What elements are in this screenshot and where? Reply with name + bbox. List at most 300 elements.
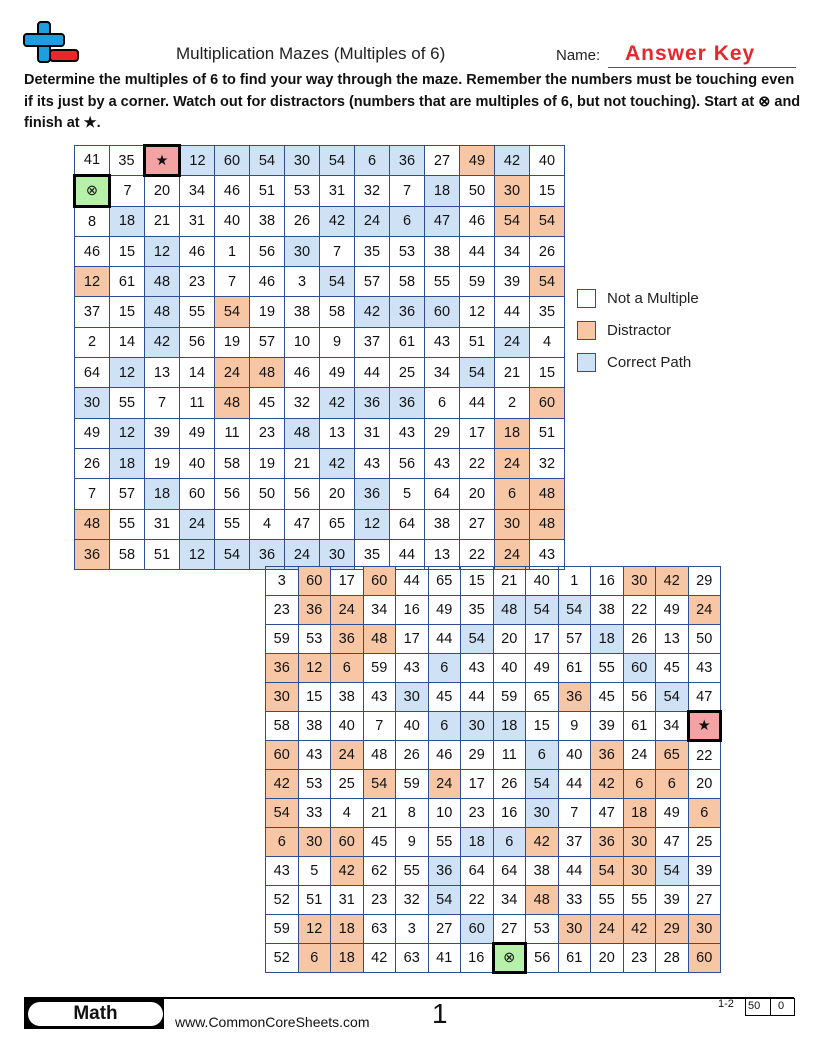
maze-row [75,418,565,448]
maze-cell: 22 [461,886,494,915]
maze-cell: 19 [215,327,250,357]
maze-cell: 16 [396,596,429,625]
maze-row [75,206,565,236]
maze-cell: 54 [526,770,559,799]
maze-cell: 6 [493,828,526,857]
maze-cell: 30 [688,915,721,944]
maze-cell: 24 [428,770,461,799]
maze-cell: 24 [591,915,624,944]
maze-cell: 62 [363,857,396,886]
maze-cell: 48 [285,418,320,448]
maze-cell: 43 [688,654,721,683]
maze-cell: 40 [331,712,364,741]
maze-cell: 55 [428,828,461,857]
maze-cell: 46 [75,236,110,266]
maze-cell: 36 [75,539,110,569]
maze-cell: 18 [110,206,145,236]
maze-cell: 26 [285,206,320,236]
maze-row [266,857,721,886]
maze-cell: 58 [320,297,355,327]
maze-cell: 45 [428,683,461,712]
maze-cell: 6 [526,741,559,770]
maze-cell: 38 [331,683,364,712]
maze-cell: 64 [425,479,460,509]
maze-cell: 46 [215,176,250,206]
maze-cell: 22 [460,539,495,569]
maze-row [266,712,721,741]
maze-cell: 32 [355,176,390,206]
maze-cell: 33 [558,886,591,915]
maze-cell: 53 [526,915,559,944]
maze-cell: 42 [363,944,396,973]
maze-cell: 12 [110,418,145,448]
maze-cell: 12 [180,539,215,569]
maze-cell: 56 [250,236,285,266]
page-title: Multiplication Mazes (Multiples of 6) [176,44,446,63]
maze-cell: 24 [331,596,364,625]
maze-cell: 24 [331,741,364,770]
maze-cell: 31 [355,418,390,448]
maze-cell: 54 [656,683,689,712]
maze-cell: 26 [396,741,429,770]
maze-cell: 45 [363,828,396,857]
maze-cell: 36 [591,828,624,857]
legend-item-correct-path [577,352,797,374]
maze-cell: 61 [110,267,145,297]
maze-cell: 44 [460,388,495,418]
maze-cell: 8 [396,799,429,828]
maze-cell: 55 [215,509,250,539]
maze-cell: 54 [656,857,689,886]
maze-cell: 25 [390,358,425,388]
maze-cell: 26 [493,770,526,799]
maze-cell: 22 [688,741,721,770]
maze-cell: 51 [250,176,285,206]
maze-cell: 54 [591,857,624,886]
maze-cell: 15 [530,176,565,206]
maze-cell: 41 [428,944,461,973]
maze-cell: 8 [75,206,110,236]
maze-row [266,799,721,828]
maze-cell: 11 [493,741,526,770]
maze-cell: 57 [110,479,145,509]
maze-cell: 35 [355,236,390,266]
maze-row [75,236,565,266]
maze-cell: 30 [526,799,559,828]
maze-cell: 6 [425,388,460,418]
maze-cell: 42 [591,770,624,799]
maze-cell: 43 [425,327,460,357]
maze-cell: 65 [320,509,355,539]
maze-row [75,327,565,357]
maze-cell: 3 [285,267,320,297]
maze-cell: 54 [428,886,461,915]
maze-cell: 30 [266,683,299,712]
maze-cell: 17 [461,770,494,799]
maze-cell: 23 [461,799,494,828]
maze-cell: 39 [656,886,689,915]
maze-cell: 18 [110,448,145,478]
maze-cell: 11 [180,388,215,418]
maze-cell: 6 [331,654,364,683]
maze-cell: 5 [298,857,331,886]
maze-cell: 24 [495,327,530,357]
maze-cell: 59 [363,654,396,683]
subject-label: Math [73,1003,118,1024]
maze-cell: 30 [558,915,591,944]
maze-cell: 12 [110,358,145,388]
maze-cell: 25 [331,770,364,799]
maze-cell: 48 [363,741,396,770]
maze-cell: 40 [215,206,250,236]
maze-row [75,146,565,176]
maze-cell: 39 [688,857,721,886]
maze-cell: 59 [396,770,429,799]
maze-cell: 60 [425,297,460,327]
maze-cell: 53 [298,770,331,799]
maze-cell: 32 [285,388,320,418]
maze-cell: 55 [396,857,429,886]
maze-cell: 19 [145,448,180,478]
maze-row [75,176,565,206]
maze-cell: 60 [298,567,331,596]
maze-cell: 17 [396,625,429,654]
maze-cell: 40 [530,146,565,176]
maze-row [75,479,565,509]
maze-cell: 37 [558,828,591,857]
maze-cell: 30 [285,146,320,176]
maze-cell: 30 [320,539,355,569]
start-cell: ⊗ [493,944,526,973]
maze-cell: 40 [180,448,215,478]
maze-cell: 38 [526,857,559,886]
maze-cell: 48 [493,596,526,625]
legend-swatch-correct-path [577,353,596,372]
maze-cell: 65 [656,741,689,770]
maze-cell: 19 [250,448,285,478]
maze-cell: 34 [180,176,215,206]
maze-cell: 55 [110,388,145,418]
maze-cell: 21 [145,206,180,236]
maze-cell: 15 [526,712,559,741]
maze-row [266,944,721,973]
finish-star-cell: ★ [688,712,721,741]
maze-cell: 60 [461,915,494,944]
maze-cell: 43 [425,448,460,478]
maze-cell: 9 [320,327,355,357]
maze-cell: 48 [363,625,396,654]
maze-cell: 17 [331,567,364,596]
maze-cell: 34 [495,236,530,266]
maze-cell: 57 [558,625,591,654]
maze-cell: 60 [331,828,364,857]
maze-cell: 34 [363,596,396,625]
maze-cell: 31 [331,886,364,915]
maze-cell: 49 [526,654,559,683]
maze-row [266,915,721,944]
plus-minus-logo-icon [22,20,80,66]
maze-cell: 34 [425,358,460,388]
maze-cell: 54 [530,206,565,236]
maze-cell: 54 [495,206,530,236]
maze-cell: 6 [428,654,461,683]
maze-row [75,509,565,539]
maze-cell: 49 [656,596,689,625]
maze-cell: 30 [298,828,331,857]
maze-cell: 24 [285,539,320,569]
maze-cell: 42 [331,857,364,886]
maze-cell: 56 [215,479,250,509]
maze-cell: 12 [460,297,495,327]
maze-cell: 42 [495,146,530,176]
maze-cell: 47 [425,206,460,236]
maze-cell: 7 [390,176,425,206]
maze-cell: 3 [396,915,429,944]
maze-cell: 31 [320,176,355,206]
maze-cell: 4 [331,799,364,828]
maze-cell: 44 [428,625,461,654]
maze-cell: 13 [656,625,689,654]
maze-cell: 14 [110,327,145,357]
maze-cell: 24 [688,596,721,625]
maze-cell: 55 [623,886,656,915]
maze-cell: 61 [558,944,591,973]
maze-cell: 12 [355,509,390,539]
maze-cell: 43 [390,418,425,448]
maze-cell: 61 [623,712,656,741]
maze-cell: 65 [526,683,559,712]
maze-cell: 27 [428,915,461,944]
maze-row [75,267,565,297]
maze-cell: 29 [425,418,460,448]
maze-cell: 64 [390,509,425,539]
maze-cell: 48 [145,267,180,297]
maze-cell: 60 [623,654,656,683]
maze-cell: 43 [266,857,299,886]
maze-cell: 60 [180,479,215,509]
maze-cell: 50 [688,625,721,654]
maze-cell: 36 [428,857,461,886]
maze-cell: 56 [623,683,656,712]
maze-cell: 44 [558,770,591,799]
maze-cell: 36 [390,297,425,327]
maze-cell: 16 [591,567,624,596]
maze-cell: 20 [688,770,721,799]
maze-cell: 53 [298,625,331,654]
maze-cell: 43 [530,539,565,569]
maze-cell: 48 [526,886,559,915]
maze-cell: 47 [656,828,689,857]
maze-cell: 54 [530,267,565,297]
maze-cell: 52 [266,886,299,915]
maze-cell: 43 [396,654,429,683]
maze-cell: 39 [495,267,530,297]
maze-cell: 10 [285,327,320,357]
maze-cell: 56 [526,944,559,973]
maze-cell: 58 [390,267,425,297]
maze-cell: 26 [623,625,656,654]
maze-cell: 58 [266,712,299,741]
maze-cell: 27 [425,146,460,176]
maze-cell: 20 [591,944,624,973]
maze-cell: 42 [623,915,656,944]
maze-cell: 18 [425,176,460,206]
maze-cell: 6 [355,146,390,176]
maze-cell: 18 [493,712,526,741]
maze-cell: 10 [428,799,461,828]
maze-cell: 38 [425,509,460,539]
maze-cell: 24 [355,206,390,236]
maze-cell: 36 [355,388,390,418]
maze-cell: 48 [75,509,110,539]
maze-cell: 45 [591,683,624,712]
maze-cell: 56 [390,448,425,478]
maze-cell: 35 [461,596,494,625]
maze-cell: 54 [558,596,591,625]
maze-cell: 18 [623,799,656,828]
maze-row [266,741,721,770]
maze-cell: 42 [145,327,180,357]
maze-cell: 23 [266,596,299,625]
maze-cell: 61 [390,327,425,357]
maze-cell: 23 [180,267,215,297]
maze-row [75,448,565,478]
maze-cell: 49 [75,418,110,448]
maze-cell: 59 [266,915,299,944]
maze-cell: 35 [355,539,390,569]
maze-cell: 4 [250,509,285,539]
maze-cell: 15 [298,683,331,712]
maze-2-grid [265,566,722,974]
maze-cell: 16 [461,944,494,973]
maze-cell: 1 [215,236,250,266]
maze-cell: 42 [266,770,299,799]
maze-cell: 7 [75,479,110,509]
legend-swatch-distractor [577,321,596,340]
maze-cell: 19 [250,297,285,327]
maze-cell: 38 [425,236,460,266]
legend-swatch-not-multiple [577,289,596,308]
grade-label: 1-2 [718,998,734,1010]
maze-cell: 5 [390,479,425,509]
maze-cell: 30 [495,509,530,539]
instructions: Determine the multiples of 6 to find your way through the maze. Remember the numbers must be touching even if its just by a corner. Watch out for distractors (numbers that are multiples of 6, but not touching). Start at ⊗ and finish at ★. [24,72,801,131]
maze-cell: 20 [320,479,355,509]
maze-cell: 44 [558,857,591,886]
maze-cell: 46 [428,741,461,770]
maze-cell: 36 [355,479,390,509]
maze-cell: 44 [390,539,425,569]
maze-cell: 42 [320,388,355,418]
score-value: 0 [778,1000,785,1012]
maze-cell: 34 [493,886,526,915]
maze-cell: 6 [688,799,721,828]
maze-cell: 58 [110,539,145,569]
maze-cell: 7 [320,236,355,266]
maze-cell: 20 [493,625,526,654]
maze-cell: 46 [180,236,215,266]
maze-cell: 60 [363,567,396,596]
maze-cell: 30 [75,388,110,418]
maze-cell: 43 [461,654,494,683]
maze-cell: 12 [298,654,331,683]
maze-row [266,654,721,683]
maze-cell: 49 [460,146,495,176]
maze-cell: 4 [530,327,565,357]
maze-row [75,358,565,388]
maze-cell: 64 [75,358,110,388]
maze-cell: 29 [656,915,689,944]
maze-cell: 14 [180,358,215,388]
maze-cell: 22 [460,448,495,478]
maze-cell: 12 [145,236,180,266]
maze-row [75,388,565,418]
start-cell: ⊗ [75,176,110,206]
maze-cell: 27 [493,915,526,944]
maze-cell: 3 [266,567,299,596]
maze-cell: 9 [558,712,591,741]
maze-cell: 29 [461,741,494,770]
maze-cell: 60 [688,944,721,973]
maze-cell: 38 [298,712,331,741]
maze-cell: 37 [75,297,110,327]
maze-row [266,567,721,596]
maze-cell: 44 [355,358,390,388]
maze-cell: 42 [320,448,355,478]
maze-cell: 64 [461,857,494,886]
maze-cell: 48 [215,388,250,418]
maze-cell: 15 [110,297,145,327]
maze-cell: 43 [298,741,331,770]
maze-cell: 7 [145,388,180,418]
maze-cell: 35 [530,297,565,327]
maze-cell: 41 [75,146,110,176]
maze-cell: 56 [180,327,215,357]
maze-row [266,625,721,654]
maze-cell: 13 [320,418,355,448]
maze-cell: 30 [623,567,656,596]
maze-cell: 53 [390,236,425,266]
maze-cell: 24 [180,509,215,539]
maze-cell: 7 [110,176,145,206]
name-label: Name: [556,47,601,64]
maze-cell: 23 [363,886,396,915]
maze-cell: 2 [495,388,530,418]
maze-row [266,683,721,712]
maze-cell: 54 [526,596,559,625]
maze-cell: 59 [460,267,495,297]
maze-cell: 18 [495,418,530,448]
maze-cell: 6 [428,712,461,741]
page-number: 1 [432,998,448,1029]
maze-cell: 53 [285,176,320,206]
maze-cell: 16 [493,799,526,828]
maze-cell: 39 [145,418,180,448]
maze-cell: 36 [331,625,364,654]
maze-cell: 46 [285,358,320,388]
maze-cell: 42 [355,297,390,327]
maze-cell: 24 [495,448,530,478]
maze-cell: 6 [656,770,689,799]
maze-cell: 44 [461,683,494,712]
maze-cell: 54 [215,539,250,569]
maze-cell: 49 [320,358,355,388]
maze-cell: 36 [558,683,591,712]
maze-cell: 21 [493,567,526,596]
answer-key-label: Answer Key [625,42,756,65]
maze-cell: 49 [180,418,215,448]
maze-cell: 30 [461,712,494,741]
